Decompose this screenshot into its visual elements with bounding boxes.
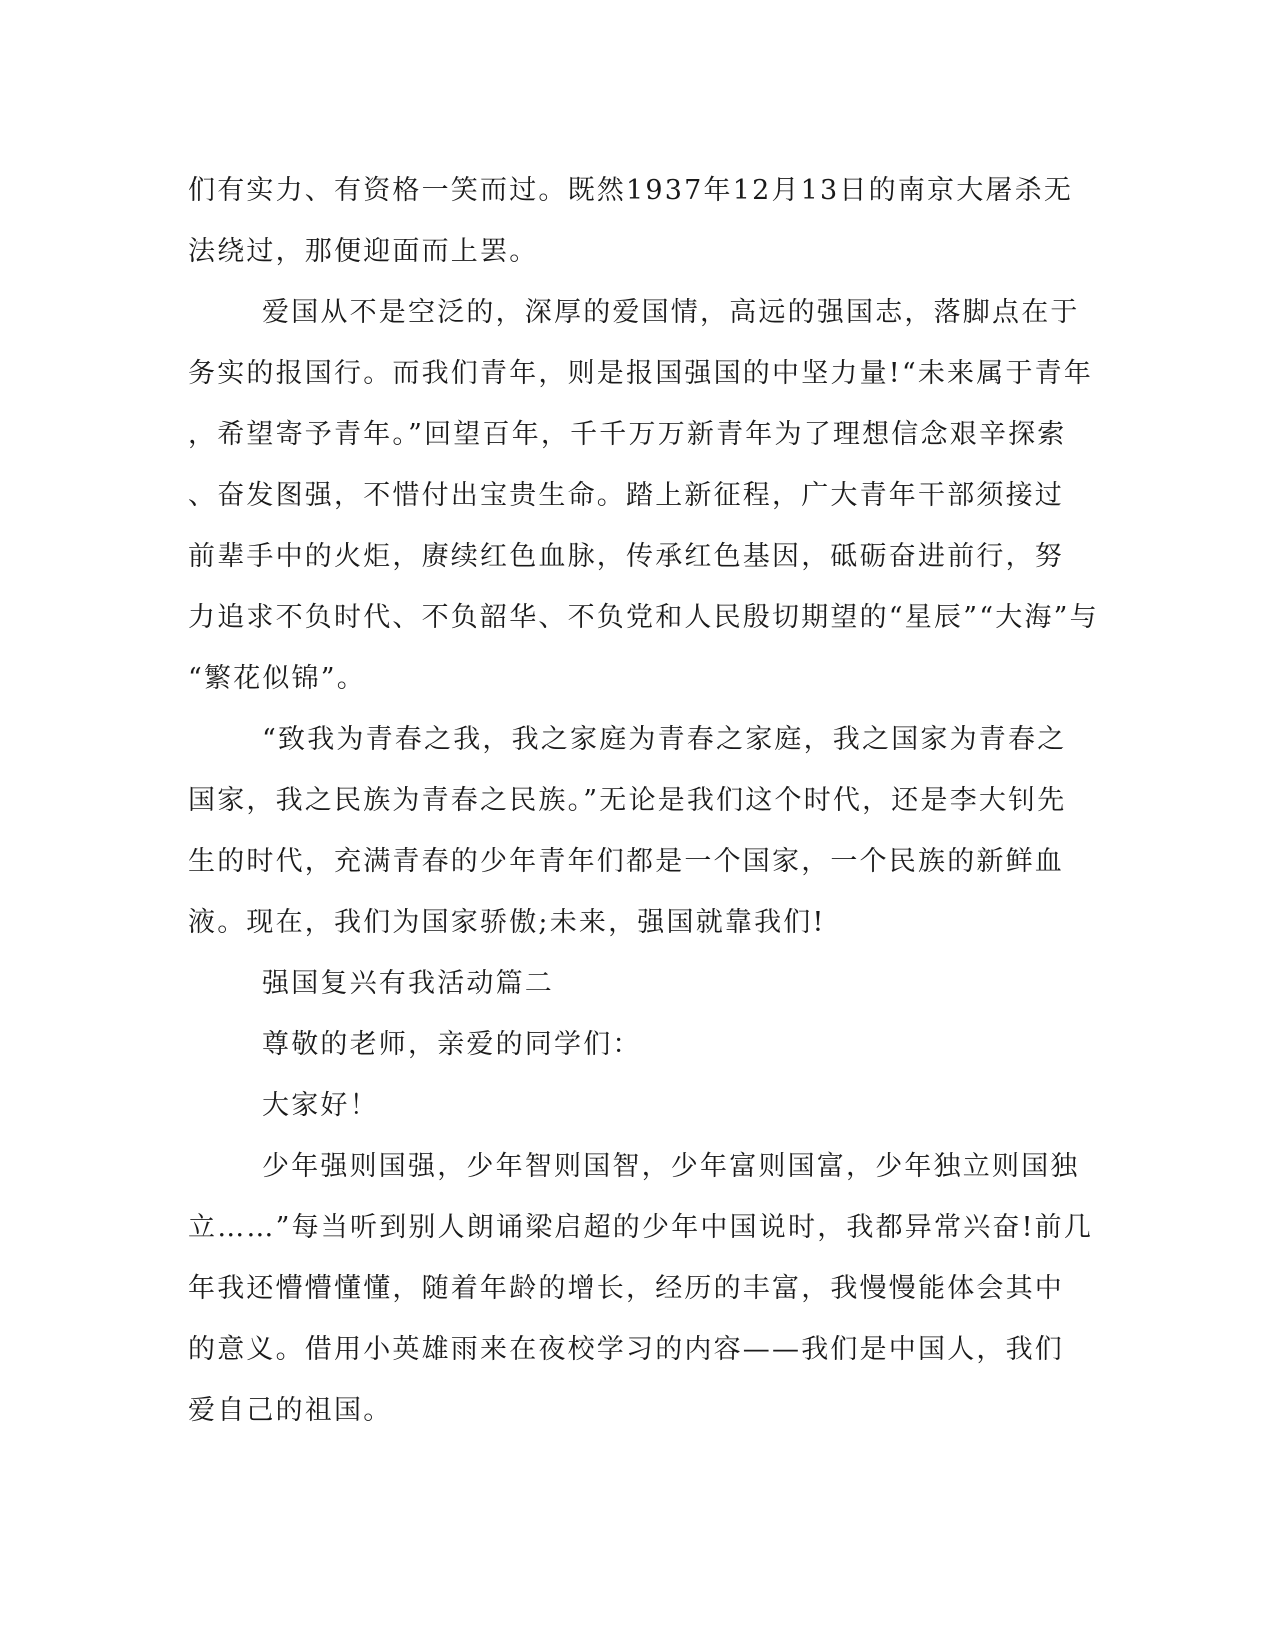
text-line: ，希望寄予青年。”回望百年，千千万万新青年为了理想信念艰辛探索 bbox=[188, 419, 1067, 450]
paragraph-start-line: 爱国从不是空泛的，深厚的爱国情，高远的强国志，落脚点在于 bbox=[262, 297, 1080, 328]
paragraph-start-line: 少年强则国强，少年智则国智，少年富则国富，少年独立则国独 bbox=[262, 1151, 1080, 1182]
text-line: 年我还懵懵懂懂，随着年龄的增长，经历的丰富，我慢慢能体会其中 bbox=[188, 1273, 1064, 1304]
text-line: 的意义。借用小英雄雨来在夜校学习的内容——我们是中国人，我们 bbox=[188, 1334, 1064, 1365]
text-line: 们有实力、有资格一笑而过。既然1937年12月13日的南京大屠杀无 bbox=[188, 175, 1074, 206]
greeting-line: 大家好！ bbox=[262, 1090, 379, 1121]
text-line: 生的时代，充满青春的少年青年们都是一个国家，一个民族的新鲜血 bbox=[188, 846, 1064, 877]
section-heading: 强国复兴有我活动篇二 bbox=[262, 968, 554, 999]
text-line: 、奋发图强，不惜付出宝贵生命。踏上新征程，广大青年干部须接过 bbox=[188, 480, 1064, 511]
document-body bbox=[188, 160, 1099, 1441]
text-line: 爱自己的祖国。 bbox=[188, 1395, 393, 1426]
paragraph-start-line: “致我为青春之我，我之家庭为青春之家庭，我之国家为青春之 bbox=[262, 724, 1067, 755]
salutation-line: 尊敬的老师，亲爱的同学们： bbox=[262, 1029, 642, 1060]
text-line: 立……”每当听到别人朗诵梁启超的少年中国说时，我都异常兴奋!前几 bbox=[188, 1212, 1094, 1243]
text-line: 前辈手中的火炬，赓续红色血脉，传承红色基因，砥砺奋进前行，努 bbox=[188, 541, 1064, 572]
text-line: “繁花似锦”。 bbox=[188, 663, 367, 694]
text-line: 法绕过，那便迎面而上罢。 bbox=[188, 236, 539, 267]
text-line: 液。现在，我们为国家骄傲;未来，强国就靠我们! bbox=[188, 907, 826, 938]
text-line: 国家，我之民族为青春之民族。”无论是我们这个时代，还是李大钊先 bbox=[188, 785, 1067, 816]
text-line: 务实的报国行。而我们青年，则是报国强国的中坚力量!“未来属于青年 bbox=[188, 358, 1094, 389]
text-line: 力追求不负时代、不负韶华、不负党和人民殷切期望的“星辰”“大海”与 bbox=[188, 602, 1099, 633]
